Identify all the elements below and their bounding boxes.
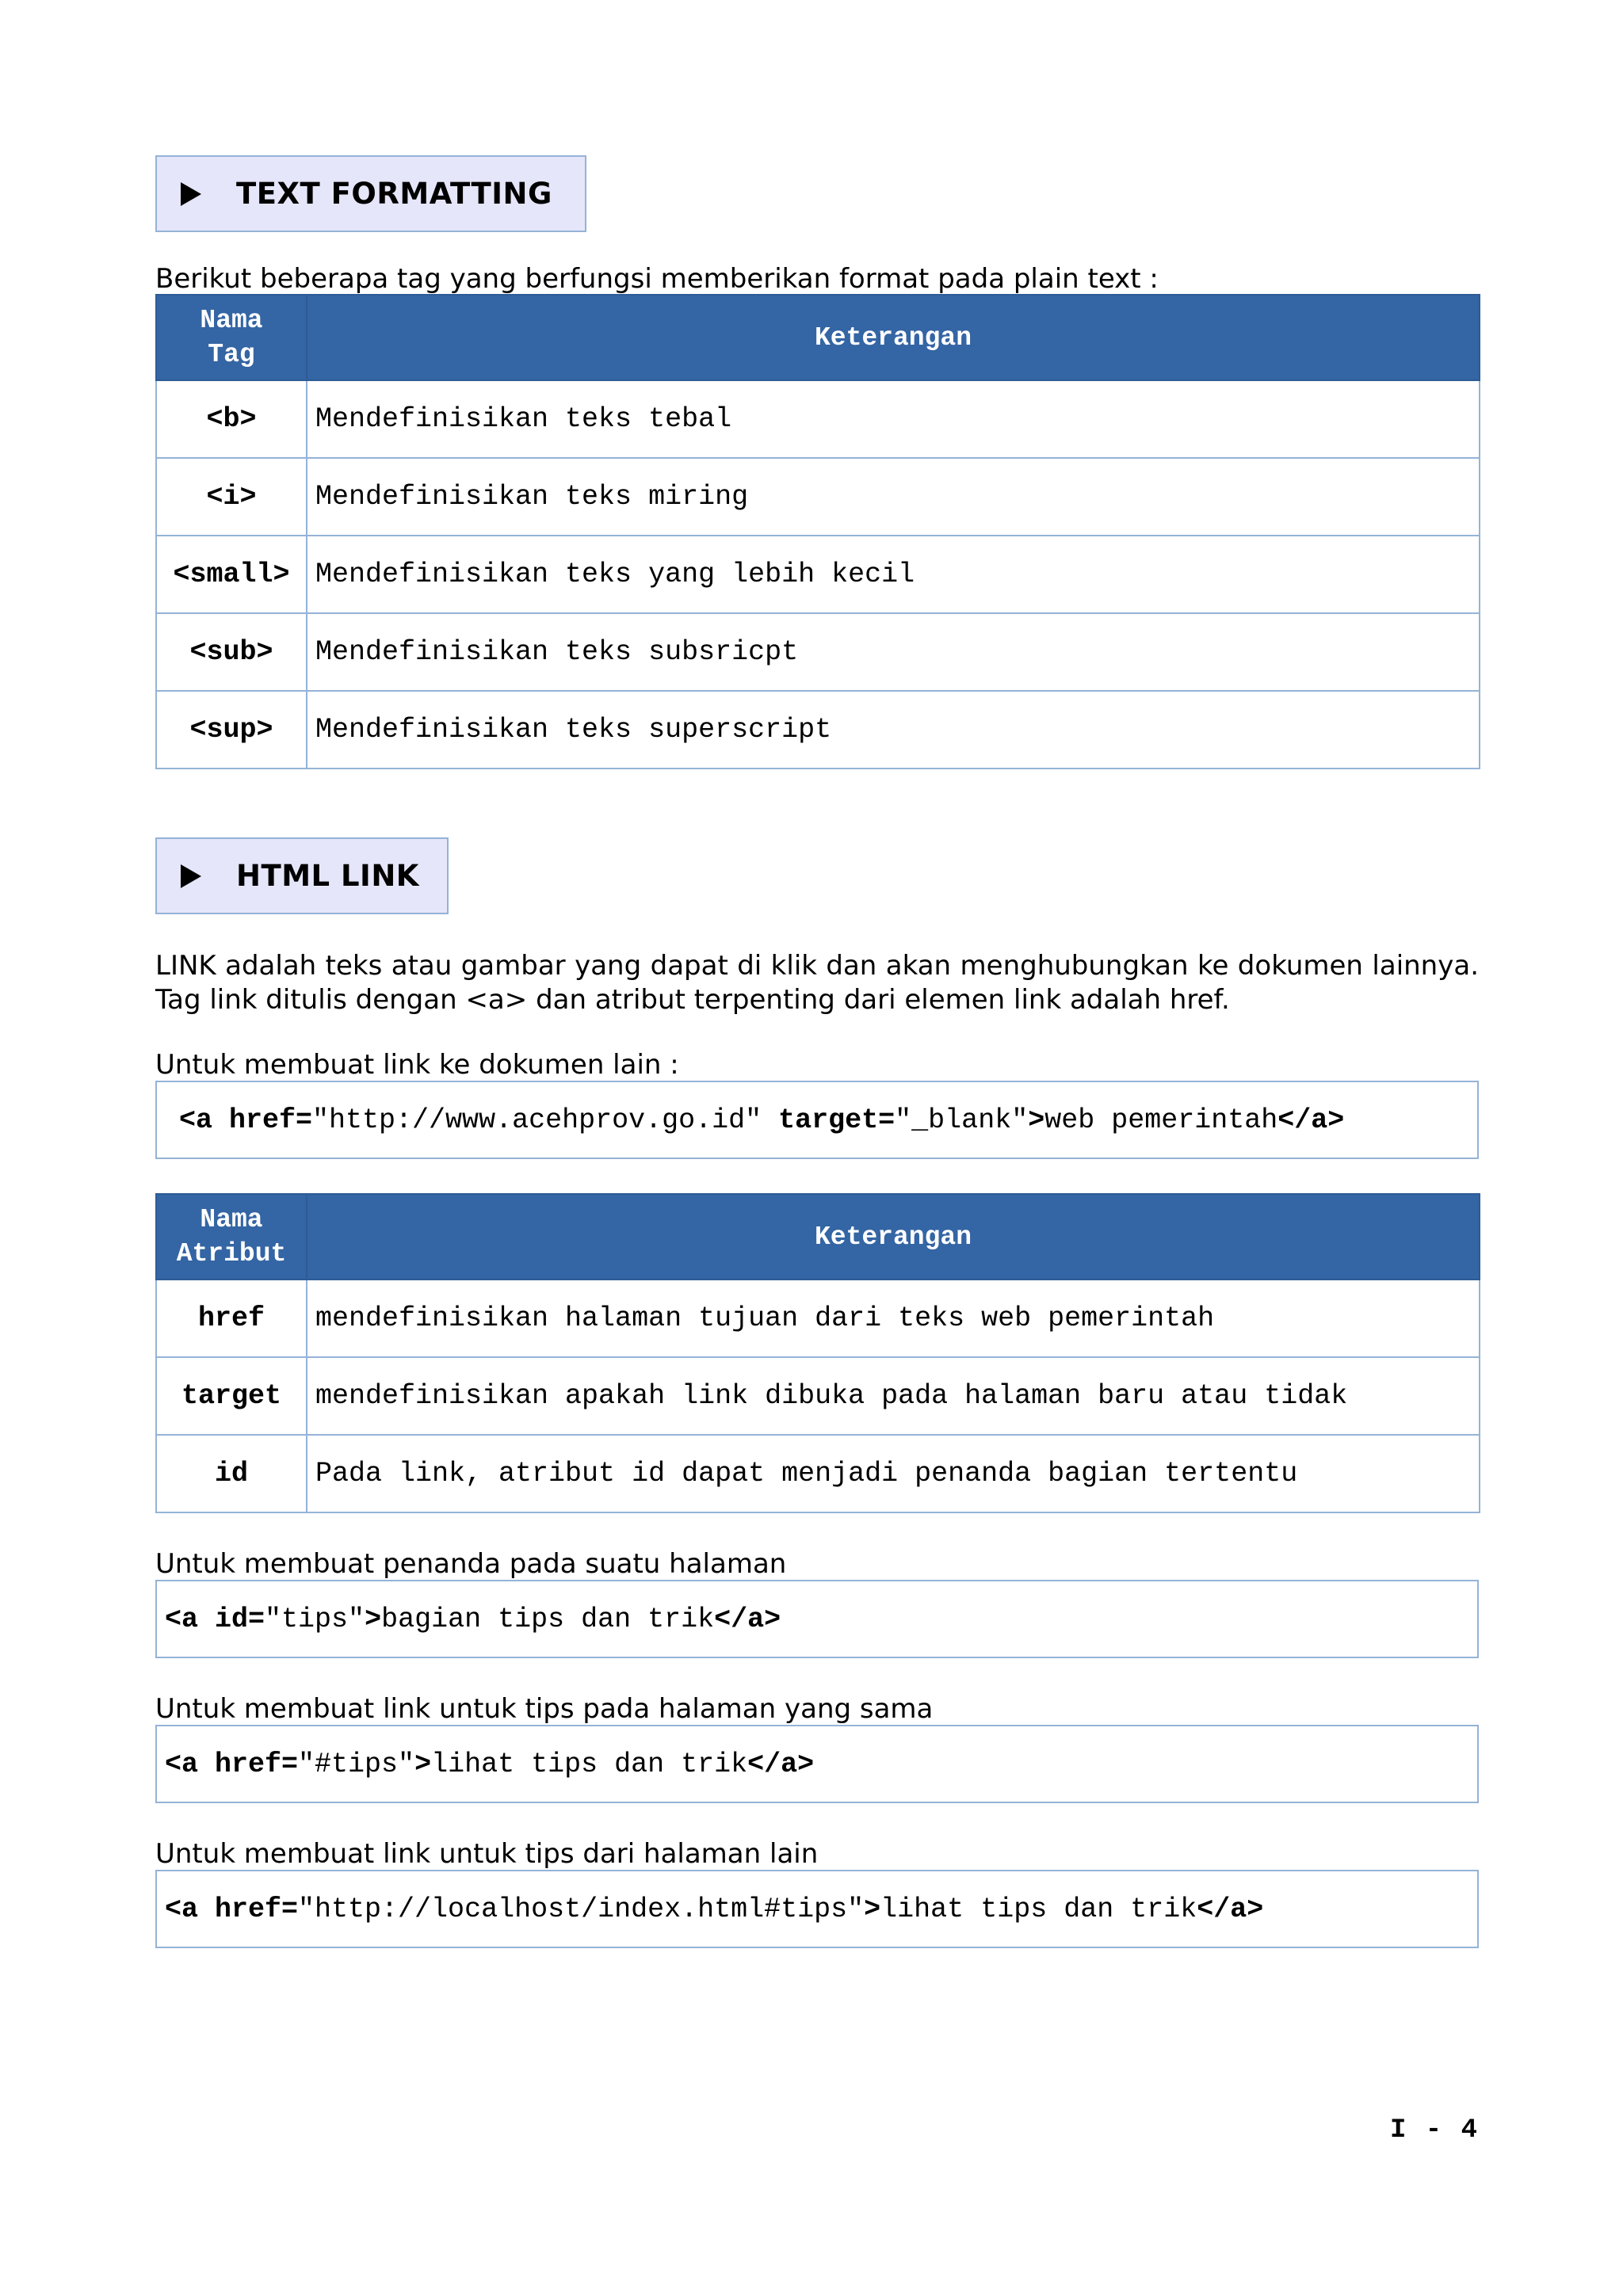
- table-row: [156, 1280, 1480, 1357]
- desc-cell: Mendefinisikan teks superscript: [307, 691, 1480, 769]
- format-tags-table: [155, 294, 1480, 769]
- same-page-label: Untuk membuat link untuk tips pada halaman yang sama: [155, 1693, 934, 1725]
- desc-cell: Pada link, atribut id dapat menjadi penanda bagian tertentu: [307, 1435, 1480, 1512]
- attr-cell: target: [156, 1357, 307, 1435]
- section-title: HTML LINK: [236, 859, 419, 893]
- header-description: Keterangan: [307, 1194, 1480, 1280]
- desc-cell: Mendefinisikan teks yang lebih kecil: [307, 536, 1480, 613]
- desc-cell: Mendefinisikan teks subsricpt: [307, 613, 1480, 691]
- code-example-external-link: <a href= "http://www.acehprov.go.id" target= "_blank" > web pemerintah </a>: [155, 1081, 1479, 1159]
- page-content: [155, 155, 1479, 1948]
- tag-cell: <b>: [156, 380, 307, 458]
- header-attribute-name: Nama Atribut: [156, 1194, 307, 1280]
- table-row: [156, 380, 1480, 458]
- tag-cell: <small>: [156, 536, 307, 613]
- header-tag-name: Nama Tag: [156, 295, 307, 380]
- attr-cell: href: [156, 1280, 307, 1357]
- code-example-other-page-link: <a href= "http://localhost/index.html#tips" > lihat tips dan trik </a>: [155, 1870, 1479, 1948]
- table-row: [156, 536, 1480, 613]
- desc-cell: Mendefinisikan teks tebal: [307, 380, 1480, 458]
- section-heading-html-link: [155, 837, 449, 914]
- table-row: [156, 691, 1480, 769]
- link-attributes-table: [155, 1193, 1480, 1513]
- desc-cell: mendefinisikan halaman tujuan dari teks web pemerintah: [307, 1280, 1480, 1357]
- intro-paragraph: Berikut beberapa tag yang berfungsi memberikan format pada plain text :: [155, 263, 1159, 295]
- tag-cell: <sup>: [156, 691, 307, 769]
- play-triangle-icon: [181, 182, 201, 206]
- tag-cell: <sub>: [156, 613, 307, 691]
- page-number: I - 4: [1389, 2115, 1479, 2145]
- code-example-bookmark: <a id= "tips" > bagian tips dan trik </a>: [155, 1580, 1479, 1658]
- link-other-label: Untuk membuat link ke dokumen lain :: [155, 1049, 679, 1081]
- link-intro-paragraph: LINK adalah teks atau gambar yang dapat di klik dan akan menghubungkan ke dokumen lainnya. Tag link ditulis dengan <a> dan atribut terpenting dari elemen link adalah href.: [155, 950, 1479, 1016]
- table-row: [156, 613, 1480, 691]
- desc-cell: mendefinisikan apakah link dibuka pada halaman baru atau tidak: [307, 1357, 1480, 1435]
- table-header-row: [156, 295, 1480, 380]
- tag-cell: <i>: [156, 458, 307, 536]
- header-description: Keterangan: [307, 295, 1480, 380]
- other-page-label: Untuk membuat link untuk tips dari halaman lain: [155, 1838, 819, 1870]
- desc-cell: Mendefinisikan teks miring: [307, 458, 1480, 536]
- section-title: TEXT FORMATTING: [236, 177, 552, 211]
- table-row: [156, 1435, 1480, 1512]
- attr-cell: id: [156, 1435, 307, 1512]
- table-row: [156, 1357, 1480, 1435]
- play-triangle-icon: [181, 864, 201, 888]
- table-row: [156, 458, 1480, 536]
- table-header-row: [156, 1194, 1480, 1280]
- code-example-same-page-link: <a href= "#tips" > lihat tips dan trik </a>: [155, 1725, 1479, 1803]
- section-heading-text-formatting: [155, 155, 586, 232]
- bookmark-label: Untuk membuat penanda pada suatu halaman: [155, 1548, 787, 1580]
